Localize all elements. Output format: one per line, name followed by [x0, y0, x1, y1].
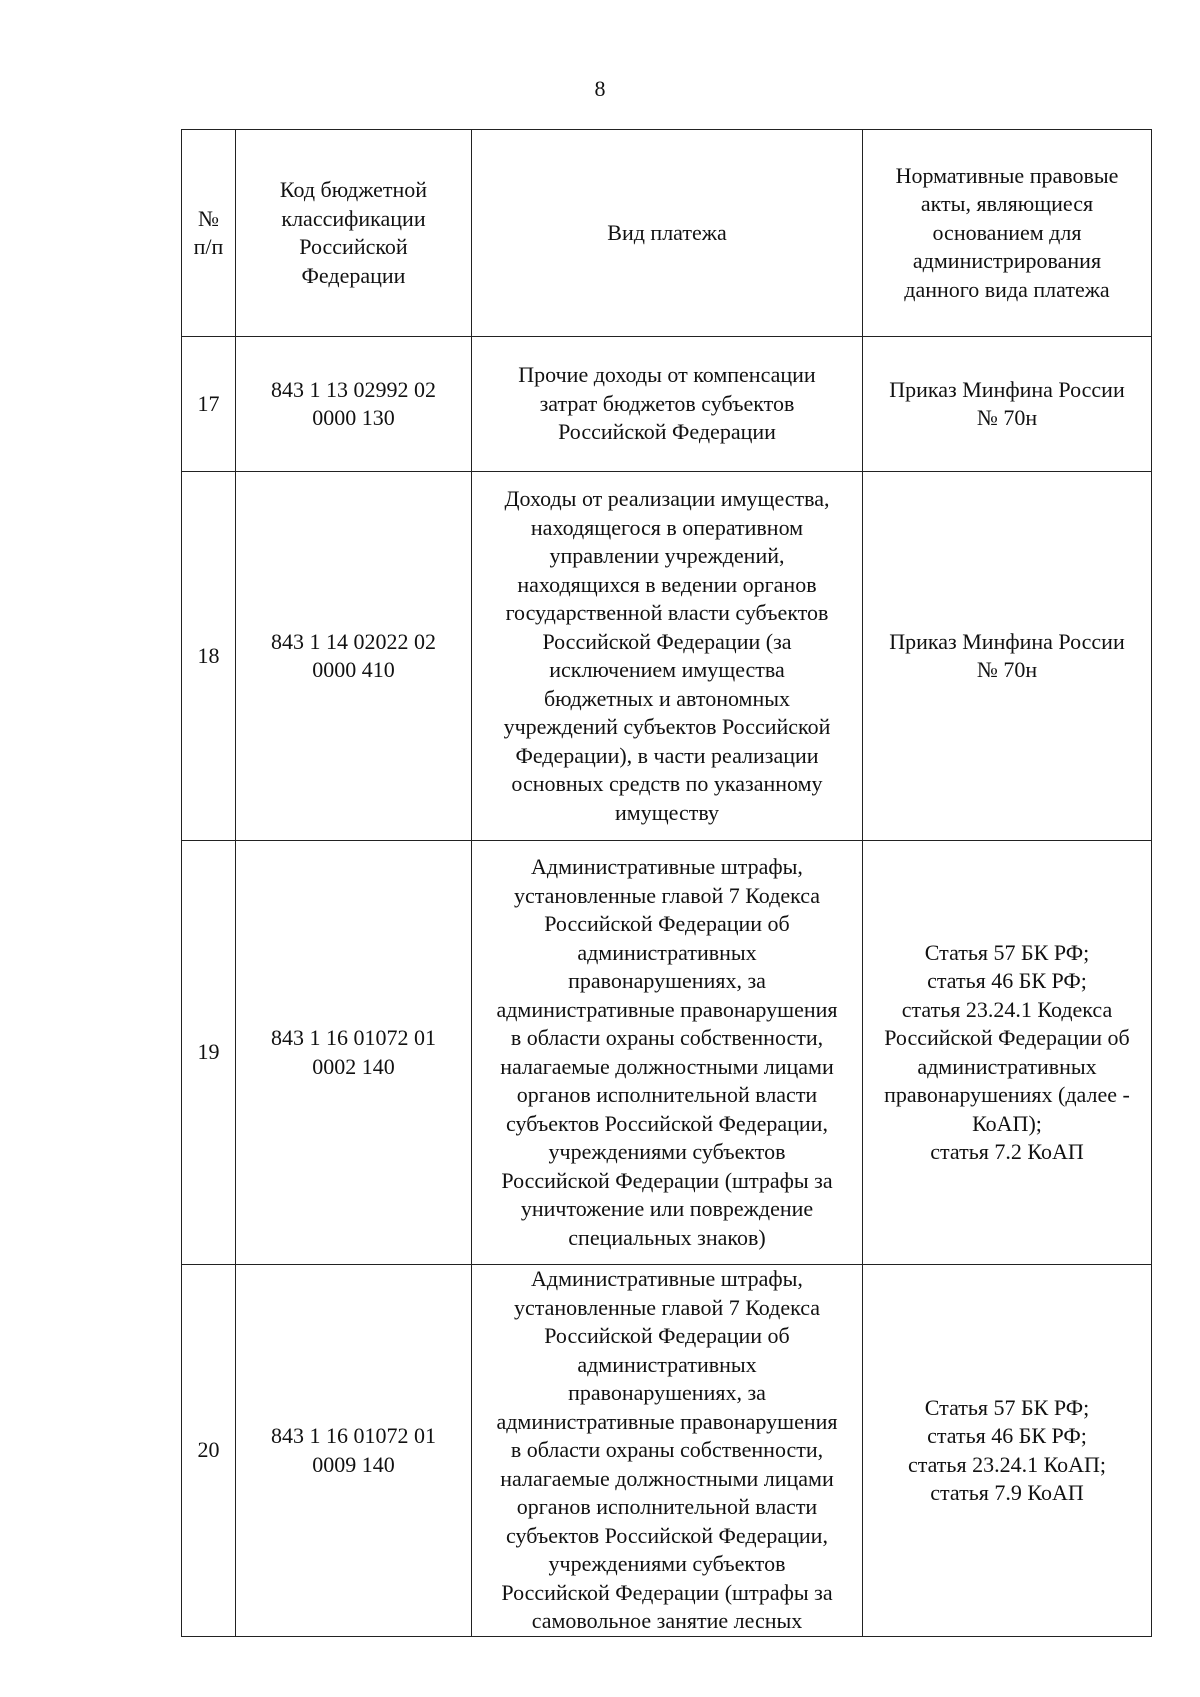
row-legal-acts: Приказ Минфина России № 70н [863, 472, 1152, 841]
header-number: № п/п [182, 130, 236, 337]
row-number: 17 [182, 337, 236, 472]
payments-table [181, 129, 1152, 1637]
row-code: 843 1 16 01072 01 0002 140 [236, 841, 472, 1265]
row-legal-acts: Статья 57 БК РФ; статья 46 БК РФ; статья 23.24.1 КоАП; статья 7.9 КоАП [863, 1265, 1152, 1637]
row-code: 843 1 13 02992 02 0000 130 [236, 337, 472, 472]
row-code: 843 1 16 01072 01 0009 140 [236, 1265, 472, 1637]
table-header-row [182, 130, 1152, 337]
table-row [182, 472, 1152, 841]
table-row [182, 841, 1152, 1265]
header-payment-type: Вид платежа [472, 130, 863, 337]
row-number: 18 [182, 472, 236, 841]
row-legal-acts: Приказ Минфина России № 70н [863, 337, 1152, 472]
page-number: 8 [594, 76, 606, 101]
table-row [182, 1265, 1152, 1637]
row-number: 20 [182, 1265, 236, 1637]
row-payment-type: Административные штрафы, установленные главой 7 Кодекса Российской Федерации об административных правонарушениях, за административные правонарушения в области охраны собственности, налагаемые должностными лицами органов исполнительной власти субъектов Российской Федерации, учреждениями субъектов Российской Федерации (штрафы за самовольное занятие лесных [472, 1265, 863, 1637]
table-row [182, 337, 1152, 472]
header-legal-acts: Нормативные правовые акты, являющиеся основанием для администрирования данного вида платежа [863, 130, 1152, 337]
row-legal-acts: Статья 57 БК РФ; статья 46 БК РФ; статья 23.24.1 Кодекса Российской Федерации об административных правонарушениях (далее - КоАП); статья 7.2 КоАП [863, 841, 1152, 1265]
row-number: 19 [182, 841, 236, 1265]
header-code: Код бюджетной классификации Российской Федерации [236, 130, 472, 337]
row-payment-type: Административные штрафы, установленные главой 7 Кодекса Российской Федерации об административных правонарушениях, за административные правонарушения в области охраны собственности, налагаемые должностными лицами органов исполнительной власти субъектов Российской Федерации, учреждениями субъектов Российской Федерации (штрафы за уничтожение или повреждение специальных знаков) [472, 841, 863, 1265]
row-code: 843 1 14 02022 02 0000 410 [236, 472, 472, 841]
row-payment-type: Прочие доходы от компенсации затрат бюджетов субъектов Российской Федерации [472, 337, 863, 472]
row-payment-type: Доходы от реализации имущества, находящегося в оперативном управлении учреждений, находящихся в ведении органов государственной власти субъектов Российской Федерации (за исключением имущества бюджетных и автономных учреждений субъектов Российской Федерации), в части реализации основных средств по указанному имуществу [472, 472, 863, 841]
